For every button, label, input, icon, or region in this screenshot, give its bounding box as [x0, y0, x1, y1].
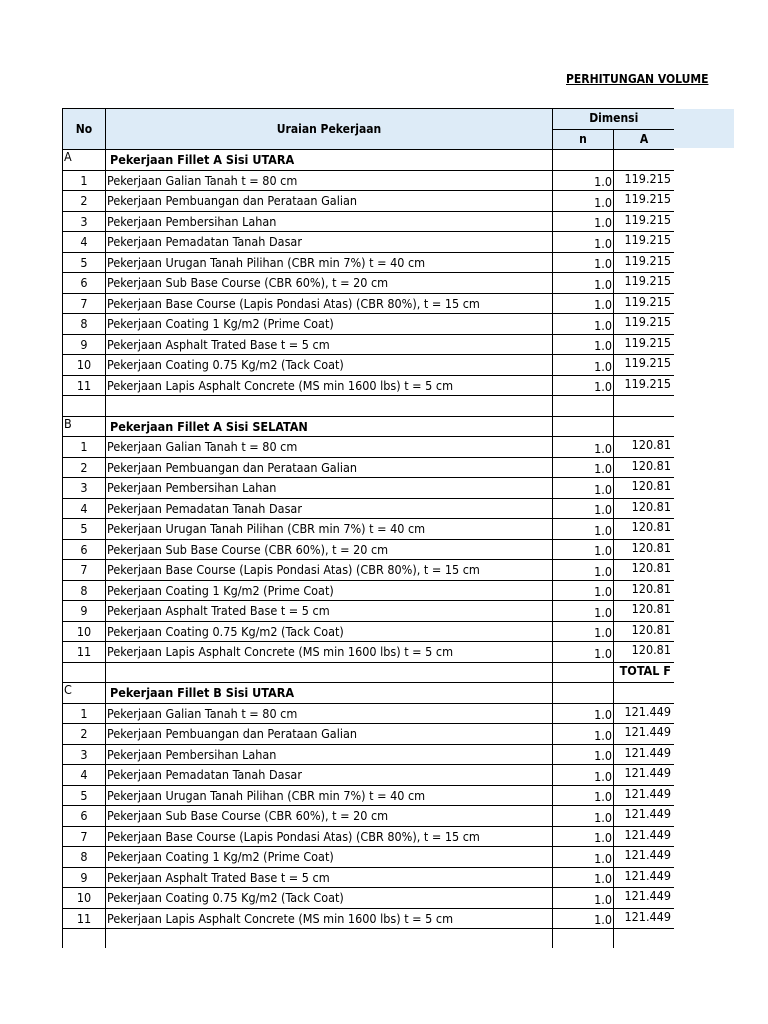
- uraian-cell[interactable]: Pekerjaan Sub Base Course (CBR 60%), t = 20 cm: [106, 539, 553, 560]
- n-cell[interactable]: 1.0: [553, 621, 614, 642]
- n-cell[interactable]: 1.0: [553, 478, 614, 499]
- section-code-cell[interactable]: A: [63, 150, 106, 171]
- a-cell[interactable]: 121.449: [614, 724, 675, 745]
- a-cell[interactable]: 121.449: [614, 765, 675, 786]
- section-header-row: [63, 683, 675, 704]
- table-row: [63, 498, 675, 519]
- table-row: [63, 847, 675, 868]
- table-row: [63, 478, 675, 499]
- table-row: [63, 375, 675, 396]
- uraian-cell[interactable]: Pekerjaan Lapis Asphalt Concrete (MS min 1600 lbs) t = 5 cm: [106, 908, 553, 929]
- uraian-cell[interactable]: Pekerjaan Urugan Tanah Pilihan (CBR min 7%) t = 40 cm: [106, 519, 553, 540]
- table-row: [63, 273, 675, 294]
- uraian-cell[interactable]: Pekerjaan Coating 0.75 Kg/m2 (Tack Coat): [106, 888, 553, 909]
- n-cell[interactable]: 1.0: [553, 314, 614, 335]
- section-code-cell[interactable]: C: [63, 683, 106, 704]
- uraian-cell[interactable]: Pekerjaan Coating 1 Kg/m2 (Prime Coat): [106, 847, 553, 868]
- n-cell[interactable]: 1.0: [553, 703, 614, 724]
- a-cell[interactable]: 119.215: [614, 252, 675, 273]
- volume-table: [62, 108, 674, 948]
- table-row: [63, 355, 675, 376]
- uraian-cell[interactable]: Pekerjaan Pemadatan Tanah Dasar: [106, 498, 553, 519]
- n-cell[interactable]: 1.0: [553, 170, 614, 191]
- row-no-cell[interactable]: 1: [63, 437, 106, 458]
- section-header-row: [63, 150, 675, 171]
- section-title-cell[interactable]: Pekerjaan Fillet B Sisi UTARA: [106, 683, 553, 704]
- uraian-cell[interactable]: Pekerjaan Galian Tanah t = 80 cm: [106, 437, 553, 458]
- a-cell[interactable]: 120.81: [614, 560, 675, 581]
- blank-row: [63, 396, 675, 417]
- uraian-cell[interactable]: Pekerjaan Sub Base Course (CBR 60%), t = 20 cm: [106, 273, 553, 294]
- table-row: [63, 724, 675, 745]
- table-row: [63, 252, 675, 273]
- row-no-cell[interactable]: 2: [63, 457, 106, 478]
- row-no-cell[interactable]: 1: [63, 170, 106, 191]
- a-cell[interactable]: [614, 929, 675, 949]
- table-row: [63, 334, 675, 355]
- row-no-cell[interactable]: 10: [63, 355, 106, 376]
- section-title-cell[interactable]: Pekerjaan Fillet A Sisi UTARA: [106, 150, 553, 171]
- n-cell[interactable]: [553, 929, 614, 949]
- a-cell[interactable]: 120.81: [614, 580, 675, 601]
- a-cell[interactable]: [614, 416, 675, 437]
- n-cell[interactable]: [553, 416, 614, 437]
- a-cell[interactable]: 120.81: [614, 437, 675, 458]
- section-title-cell[interactable]: Pekerjaan Fillet A Sisi SELATAN: [106, 416, 553, 437]
- n-cell[interactable]: 1.0: [553, 375, 614, 396]
- section-code-cell[interactable]: B: [63, 416, 106, 437]
- uraian-cell[interactable]: Pekerjaan Galian Tanah t = 80 cm: [106, 703, 553, 724]
- table-row: [63, 560, 675, 581]
- a-cell[interactable]: 121.449: [614, 908, 675, 929]
- uraian-cell[interactable]: Pekerjaan Asphalt Trated Base t = 5 cm: [106, 601, 553, 622]
- a-cell[interactable]: 121.449: [614, 867, 675, 888]
- row-no-cell[interactable]: 9: [63, 867, 106, 888]
- table-row: [63, 867, 675, 888]
- table-row: [63, 314, 675, 335]
- uraian-cell[interactable]: Pekerjaan Galian Tanah t = 80 cm: [106, 170, 553, 191]
- table-row: [63, 170, 675, 191]
- uraian-cell[interactable]: Pekerjaan Pembuangan dan Perataan Galian: [106, 724, 553, 745]
- row-no-cell[interactable]: 4: [63, 232, 106, 253]
- uraian-cell[interactable]: Pekerjaan Sub Base Course (CBR 60%), t = 20 cm: [106, 806, 553, 827]
- table-row: [63, 293, 675, 314]
- a-cell[interactable]: 119.215: [614, 191, 675, 212]
- n-cell[interactable]: 1.0: [553, 334, 614, 355]
- uraian-cell[interactable]: Pekerjaan Base Course (Lapis Pondasi Atas) (CBR 80%), t = 15 cm: [106, 560, 553, 581]
- row-no-cell[interactable]: 3: [63, 744, 106, 765]
- n-cell[interactable]: 1.0: [553, 580, 614, 601]
- a-cell[interactable]: 120.81: [614, 539, 675, 560]
- n-cell[interactable]: 1.0: [553, 232, 614, 253]
- uraian-cell[interactable]: Pekerjaan Pembersihan Lahan: [106, 744, 553, 765]
- n-cell[interactable]: 1.0: [553, 437, 614, 458]
- uraian-cell[interactable]: Pekerjaan Coating 1 Kg/m2 (Prime Coat): [106, 314, 553, 335]
- uraian-cell[interactable]: Pekerjaan Asphalt Trated Base t = 5 cm: [106, 334, 553, 355]
- a-cell[interactable]: [614, 150, 675, 171]
- uraian-cell[interactable]: Pekerjaan Lapis Asphalt Concrete (MS min 1600 lbs) t = 5 cm: [106, 642, 553, 663]
- a-cell[interactable]: 121.449: [614, 703, 675, 724]
- n-cell[interactable]: 1.0: [553, 355, 614, 376]
- a-cell[interactable]: 120.81: [614, 621, 675, 642]
- row-no-cell[interactable]: 5: [63, 252, 106, 273]
- total-row: [63, 662, 675, 683]
- table-row: [63, 806, 675, 827]
- section-header-row: [63, 416, 675, 437]
- a-cell[interactable]: 120.81: [614, 601, 675, 622]
- row-no-cell[interactable]: 3: [63, 478, 106, 499]
- n-cell[interactable]: 1.0: [553, 867, 614, 888]
- table-row: [63, 580, 675, 601]
- uraian-cell[interactable]: Pekerjaan Coating 0.75 Kg/m2 (Tack Coat): [106, 621, 553, 642]
- row-no-cell[interactable]: 8: [63, 847, 106, 868]
- a-cell[interactable]: 120.81: [614, 478, 675, 499]
- row-no-cell[interactable]: 2: [63, 724, 106, 745]
- a-cell[interactable]: 121.449: [614, 826, 675, 847]
- row-no-cell[interactable]: 9: [63, 601, 106, 622]
- row-no-cell[interactable]: 3: [63, 211, 106, 232]
- uraian-cell[interactable]: Pekerjaan Coating 1 Kg/m2 (Prime Coat): [106, 580, 553, 601]
- table-row: [63, 826, 675, 847]
- table-row: [63, 744, 675, 765]
- n-cell[interactable]: 1.0: [553, 724, 614, 745]
- table-row: [63, 457, 675, 478]
- header-no: No: [63, 109, 106, 150]
- row-no-cell[interactable]: 7: [63, 293, 106, 314]
- n-cell[interactable]: 1.0: [553, 601, 614, 622]
- table-row: [63, 642, 675, 663]
- row-no-cell[interactable]: 8: [63, 580, 106, 601]
- row-no-cell[interactable]: 7: [63, 826, 106, 847]
- n-cell[interactable]: [553, 396, 614, 417]
- n-cell[interactable]: 1.0: [553, 293, 614, 314]
- row-no-cell[interactable]: 1: [63, 703, 106, 724]
- table-body: [63, 150, 675, 949]
- n-cell[interactable]: 1.0: [553, 765, 614, 786]
- table-row: [63, 785, 675, 806]
- n-cell[interactable]: 1.0: [553, 785, 614, 806]
- a-cell[interactable]: 119.215: [614, 334, 675, 355]
- a-cell[interactable]: 120.81: [614, 519, 675, 540]
- uraian-cell[interactable]: Pekerjaan Lapis Asphalt Concrete (MS min 1600 lbs) t = 5 cm: [106, 375, 553, 396]
- table-row: [63, 888, 675, 909]
- a-cell[interactable]: 119.215: [614, 170, 675, 191]
- n-cell[interactable]: 1.0: [553, 847, 614, 868]
- a-cell[interactable]: 121.449: [614, 744, 675, 765]
- blank-row: [63, 929, 675, 949]
- page-title: PERHITUNGAN VOLUME: [566, 72, 709, 86]
- row-no-cell[interactable]: 11: [63, 908, 106, 929]
- table-row: [63, 232, 675, 253]
- n-cell[interactable]: [553, 683, 614, 704]
- spreadsheet-viewport: [62, 108, 674, 948]
- row-no-cell[interactable]: [63, 396, 106, 417]
- n-cell[interactable]: 1.0: [553, 888, 614, 909]
- uraian-cell[interactable]: [106, 929, 553, 949]
- header-n: n: [553, 129, 614, 150]
- n-cell[interactable]: 1.0: [553, 744, 614, 765]
- n-cell[interactable]: 1.0: [553, 539, 614, 560]
- row-no-cell[interactable]: 5: [63, 785, 106, 806]
- row-no-cell[interactable]: 5: [63, 519, 106, 540]
- a-cell[interactable]: 119.215: [614, 211, 675, 232]
- n-cell[interactable]: 1.0: [553, 211, 614, 232]
- header-dimensi: Dimensi: [553, 109, 675, 130]
- a-cell[interactable]: 119.215: [614, 273, 675, 294]
- uraian-cell[interactable]: Pekerjaan Urugan Tanah Pilihan (CBR min 7%) t = 40 cm: [106, 785, 553, 806]
- a-cell[interactable]: 119.215: [614, 293, 675, 314]
- total-label-cell[interactable]: TOTAL F: [614, 662, 675, 683]
- table-row: [63, 519, 675, 540]
- row-no-cell[interactable]: 10: [63, 888, 106, 909]
- a-cell[interactable]: 120.81: [614, 457, 675, 478]
- n-cell[interactable]: [553, 150, 614, 171]
- row-no-cell[interactable]: 11: [63, 642, 106, 663]
- row-no-cell[interactable]: [63, 929, 106, 949]
- uraian-cell[interactable]: Pekerjaan Pemadatan Tanah Dasar: [106, 232, 553, 253]
- row-no-cell[interactable]: 10: [63, 621, 106, 642]
- table-row: [63, 191, 675, 212]
- table-row: [63, 437, 675, 458]
- row-no-cell[interactable]: 2: [63, 191, 106, 212]
- n-cell[interactable]: [553, 662, 614, 683]
- a-cell[interactable]: 121.449: [614, 785, 675, 806]
- uraian-cell[interactable]: Pekerjaan Coating 0.75 Kg/m2 (Tack Coat): [106, 355, 553, 376]
- uraian-cell[interactable]: Pekerjaan Pembuangan dan Perataan Galian: [106, 191, 553, 212]
- a-cell[interactable]: [614, 683, 675, 704]
- table-row: [63, 211, 675, 232]
- n-cell[interactable]: 1.0: [553, 191, 614, 212]
- row-no-cell[interactable]: 9: [63, 334, 106, 355]
- n-cell[interactable]: 1.0: [553, 908, 614, 929]
- uraian-cell[interactable]: [106, 662, 553, 683]
- row-no-cell[interactable]: 6: [63, 539, 106, 560]
- a-cell[interactable]: 119.215: [614, 355, 675, 376]
- uraian-cell[interactable]: Pekerjaan Asphalt Trated Base t = 5 cm: [106, 867, 553, 888]
- n-cell[interactable]: 1.0: [553, 642, 614, 663]
- uraian-cell[interactable]: Pekerjaan Pembersihan Lahan: [106, 211, 553, 232]
- n-cell[interactable]: 1.0: [553, 806, 614, 827]
- a-cell[interactable]: 121.449: [614, 806, 675, 827]
- a-cell[interactable]: 120.81: [614, 498, 675, 519]
- uraian-cell[interactable]: Pekerjaan Base Course (Lapis Pondasi Atas) (CBR 80%), t = 15 cm: [106, 293, 553, 314]
- row-no-cell[interactable]: [63, 662, 106, 683]
- row-no-cell[interactable]: 4: [63, 498, 106, 519]
- uraian-cell[interactable]: Pekerjaan Pembersihan Lahan: [106, 478, 553, 499]
- a-cell[interactable]: 119.215: [614, 232, 675, 253]
- n-cell[interactable]: 1.0: [553, 457, 614, 478]
- uraian-cell[interactable]: Pekerjaan Base Course (Lapis Pondasi Atas) (CBR 80%), t = 15 cm: [106, 826, 553, 847]
- table-row: [63, 621, 675, 642]
- a-cell[interactable]: 121.449: [614, 847, 675, 868]
- row-no-cell[interactable]: 8: [63, 314, 106, 335]
- uraian-cell[interactable]: [106, 396, 553, 417]
- dimensi-header-extension: [674, 109, 734, 148]
- n-cell[interactable]: 1.0: [553, 252, 614, 273]
- table-row: [63, 908, 675, 929]
- n-cell[interactable]: 1.0: [553, 519, 614, 540]
- a-cell[interactable]: 120.81: [614, 642, 675, 663]
- table-row: [63, 601, 675, 622]
- header-uraian: Uraian Pekerjaan: [106, 109, 553, 150]
- row-no-cell[interactable]: 6: [63, 806, 106, 827]
- header-a: A: [614, 129, 675, 150]
- a-cell[interactable]: 119.215: [614, 314, 675, 335]
- n-cell[interactable]: 1.0: [553, 273, 614, 294]
- uraian-cell[interactable]: Pekerjaan Pemadatan Tanah Dasar: [106, 765, 553, 786]
- row-no-cell[interactable]: 11: [63, 375, 106, 396]
- row-no-cell[interactable]: 6: [63, 273, 106, 294]
- n-cell[interactable]: 1.0: [553, 498, 614, 519]
- a-cell[interactable]: 121.449: [614, 888, 675, 909]
- table-row: [63, 703, 675, 724]
- table-row: [63, 539, 675, 560]
- table-row: [63, 765, 675, 786]
- n-cell[interactable]: 1.0: [553, 826, 614, 847]
- uraian-cell[interactable]: Pekerjaan Urugan Tanah Pilihan (CBR min 7%) t = 40 cm: [106, 252, 553, 273]
- n-cell[interactable]: 1.0: [553, 560, 614, 581]
- a-cell[interactable]: [614, 396, 675, 417]
- row-no-cell[interactable]: 7: [63, 560, 106, 581]
- uraian-cell[interactable]: Pekerjaan Pembuangan dan Perataan Galian: [106, 457, 553, 478]
- row-no-cell[interactable]: 4: [63, 765, 106, 786]
- a-cell[interactable]: 119.215: [614, 375, 675, 396]
